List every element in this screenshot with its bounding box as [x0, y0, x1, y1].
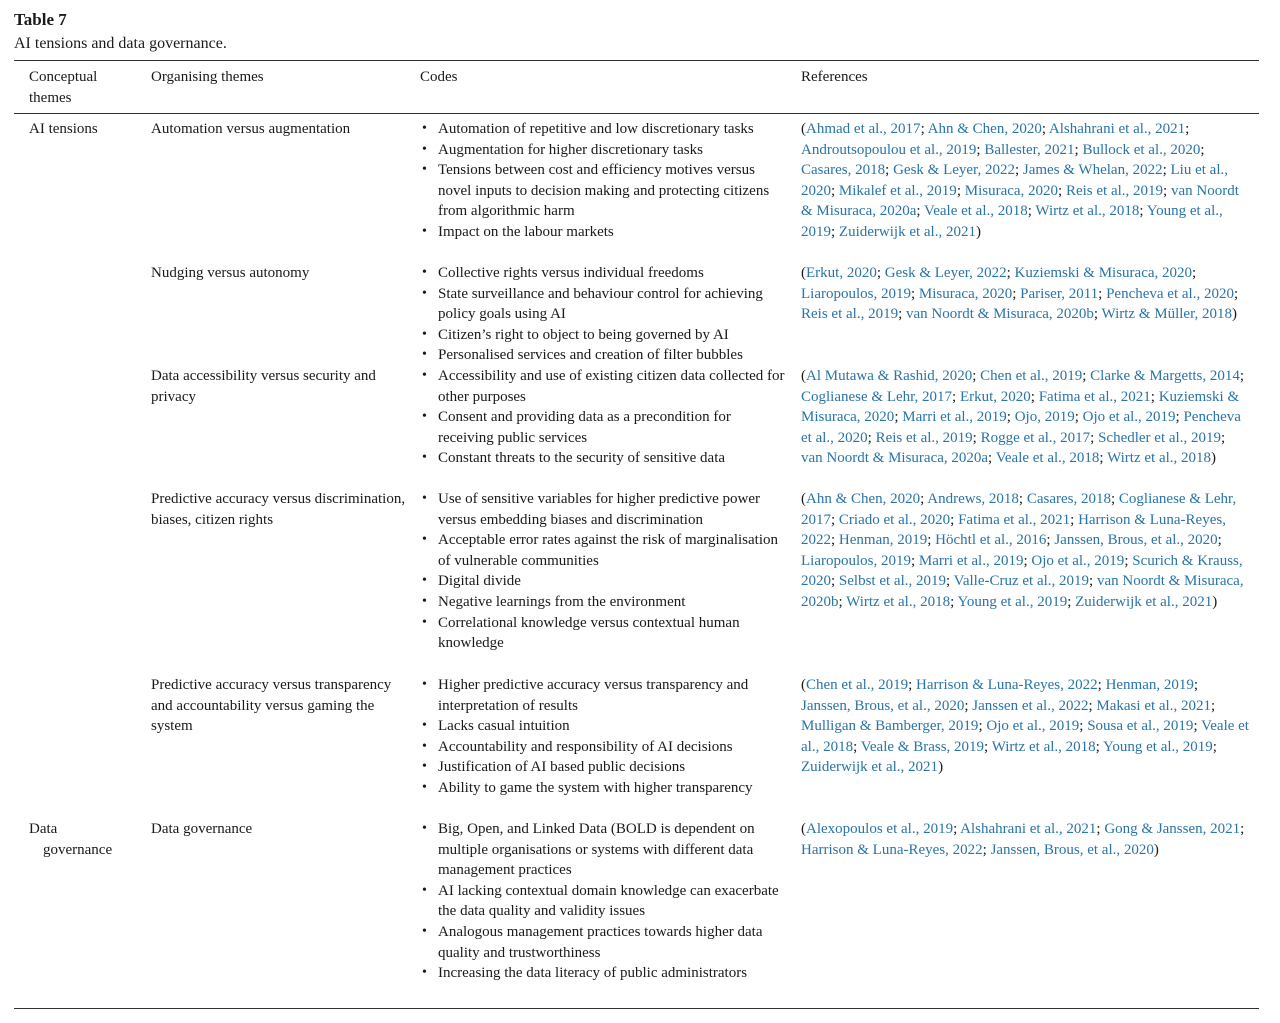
table-label: Table 7 [14, 10, 67, 29]
code-item: • Higher predictive accuracy versus transparency and interpretation of results [420, 675, 790, 716]
code-item: • Justification of AI based public decisions [420, 757, 790, 778]
header-conceptual-themes [29, 67, 97, 108]
code-item: • Analogous management practices towards higher data quality and trustworthiness [420, 922, 790, 963]
reference-link[interactable]: Höchtl et al., 2016 [935, 532, 1047, 549]
reference-link[interactable]: Androutsopoulou et al., 2019 [801, 141, 977, 158]
reference-link[interactable]: Wirtz et al., 2018 [1107, 450, 1212, 467]
code-item: • Ability to game the system with higher transparency [420, 778, 790, 799]
reference-link[interactable]: Ahn & Chen, 2020 [927, 121, 1042, 137]
reference-link[interactable]: Janssen, Brous, et al., 2020 [1054, 532, 1218, 549]
reference-link[interactable]: Fatima et al., 2021 [958, 511, 1071, 528]
code-item: • Personalised services and creation of filter bubbles [420, 345, 790, 366]
reference-link[interactable]: Young et al., 2019 [957, 593, 1068, 610]
reference-link[interactable]: Makasi et al., 2021 [1096, 697, 1211, 714]
codes-list [420, 675, 790, 799]
reference-link[interactable]: Ojo et al., 2019 [1082, 409, 1176, 426]
reference-link[interactable]: Misuraca, 2020 [918, 285, 1013, 302]
reference-link[interactable]: Henman, 2019 [1105, 677, 1194, 693]
reference-link[interactable]: Valle-Cruz et al., 2019 [953, 573, 1090, 590]
reference-link[interactable]: Reis et al., 2019 [1065, 182, 1164, 199]
reference-link[interactable]: Young et al., 2019 [1103, 738, 1213, 755]
reference-link[interactable]: Casares, 2018 [1026, 491, 1111, 507]
code-item: • Accountability and responsibility of AI decisions [420, 737, 790, 758]
reference-link[interactable]: Alexopoulos et al., 2019 [806, 821, 954, 837]
reference-link[interactable]: Schedler et al., 2019 [1098, 429, 1221, 446]
code-item: • Lacks casual intuition [420, 716, 790, 737]
reference-link[interactable]: Zuiderwijk et al., 2021 [1075, 593, 1213, 610]
reference-link[interactable]: Andrews, 2018 [927, 491, 1019, 507]
reference-link[interactable]: Veale et al., 2018 [924, 203, 1028, 220]
reference-link[interactable]: Gesk & Leyer, 2022 [893, 162, 1015, 179]
code-item: • State surveillance and behaviour control for achieving policy goals using AI [420, 284, 790, 325]
reference-link[interactable]: Mikalef et al., 2019 [838, 182, 957, 199]
reference-link[interactable]: Kuziemski & Misuraca, 2020 [801, 388, 1240, 426]
reference-link[interactable]: Clarke & Margetts, 2014 [1090, 368, 1240, 384]
reference-link[interactable]: Pariser, 2011 [1020, 285, 1099, 302]
reference-link[interactable]: Wirtz et al., 2018 [846, 593, 951, 610]
code-item: • Collective rights versus individual freedoms [420, 263, 790, 284]
organising-theme-cell: Data accessibility versus security and privacy [151, 368, 376, 405]
reference-link[interactable]: Alshahrani et al., 2021 [960, 821, 1097, 837]
reference-link[interactable]: Veale & Brass, 2019 [860, 738, 985, 755]
organising-theme-cell: Automation versus augmentation [151, 121, 351, 137]
codes-list [420, 263, 790, 366]
reference-link[interactable]: Liaropoulos, 2019 [801, 285, 911, 302]
reference-link[interactable]: Janssen, Brous, et al., 2020 [801, 697, 965, 714]
code-item: • Increasing the data literacy of public administrators [420, 963, 790, 984]
header-codes: Codes [420, 69, 458, 85]
table-caption: AI tensions and data governance. [14, 35, 227, 52]
reference-link[interactable]: Fatima et al., 2021 [1038, 388, 1151, 405]
code-item: • Consent and providing data as a precondition for receiving public services [420, 407, 790, 448]
reference-link[interactable]: Misuraca, 2020 [964, 182, 1059, 199]
references-cell: (Chen et al., 2019; Harrison & Luna-Reyes, 2022; Henman, 2019; Janssen, Brous, et al., 2020; Janssen et al., 2022; Makasi et al., 2021; Mulligan & Bamberger, 2019; Ojo et al., 2019; Sousa et al., 2019; Veale et al., 2018; Veale & Brass, 2019; Wirtz et al., 2018; Young et al., 2019; Zuiderwijk et al., 2021) [801, 677, 1249, 776]
code-item: • Citizen’s right to object to being governed by AI [420, 325, 790, 346]
reference-link[interactable]: Kuziemski & Misuraca, 2020 [1014, 265, 1193, 281]
bottom-rule [14, 1008, 1259, 1009]
top-rule [14, 60, 1259, 61]
reference-link[interactable]: Young et al., 2019 [801, 203, 1223, 240]
reference-link[interactable]: Marri et al., 2019 [918, 552, 1024, 569]
reference-link[interactable]: Liaropoulos, 2019 [801, 552, 911, 569]
reference-link[interactable]: Janssen, Brous, et al., 2020 [990, 841, 1154, 858]
reference-link[interactable]: Criado et al., 2020 [838, 511, 951, 528]
reference-link[interactable]: Selbst et al., 2019 [838, 573, 946, 590]
header-rule [14, 113, 1259, 114]
header-references: References [801, 69, 868, 85]
reference-link[interactable]: Erkut, 2020 [806, 265, 877, 281]
reference-link[interactable]: Henman, 2019 [838, 532, 928, 549]
reference-link[interactable]: Ahn & Chen, 2020 [806, 491, 921, 507]
reference-link[interactable]: Reis et al., 2019 [801, 306, 899, 323]
reference-link[interactable]: Veale et al., 2018 [995, 450, 1100, 467]
reference-link[interactable]: Reis et al., 2019 [875, 429, 973, 446]
organising-theme-cell: Nudging versus autonomy [151, 265, 310, 281]
references-cell: (Erkut, 2020; Gesk & Leyer, 2022; Kuziemski & Misuraca, 2020; Liaropoulos, 2019; Misuraca, 2020; Pariser, 2011; Pencheva et al., 2020; Reis et al., 2019; van Noordt & Misuraca, 2020b; Wirtz & Müller, 2018) [801, 265, 1239, 323]
reference-link[interactable]: Scurich & Krauss, 2020 [801, 552, 1243, 590]
reference-link[interactable]: Marri et al., 2019 [902, 409, 1007, 426]
reference-link[interactable]: Liu et al., 2020 [801, 162, 1228, 199]
conceptual-theme-cell: Data governance [29, 821, 113, 858]
reference-link[interactable]: van Noordt & Misuraca, 2020a [801, 450, 989, 467]
reference-link[interactable]: Harrison & Luna-Reyes, 2022 [801, 841, 983, 858]
reference-link[interactable]: van Noordt & Misuraca, 2020b [801, 573, 1244, 610]
code-item: • Impact on the labour markets [420, 222, 790, 243]
code-item: • Negative learnings from the environment [420, 592, 790, 613]
reference-link[interactable]: Rogge et al., 2017 [980, 429, 1091, 446]
codes-list [420, 819, 790, 984]
header-organising-themes: Organising themes [151, 69, 264, 85]
reference-link[interactable]: Ballester, 2021 [984, 141, 1075, 158]
code-item: • Tensions between cost and efficiency motives versus novel inputs to decision making and protecting citizens from algorithmic harm [420, 160, 790, 222]
reference-link[interactable]: Harrison & Luna-Reyes, 2022 [916, 677, 1098, 693]
code-item: • AI lacking contextual domain knowledge can exacerbate the data quality and validity issues [420, 881, 790, 922]
references-cell: (Ahmad et al., 2017; Ahn & Chen, 2020; Alshahrani et al., 2021; Androutsopoulou et al., 2019; Ballester, 2021; Bullock et al., 2020; Casares, 2018; Gesk & Leyer, 2022; James & Whelan, 2022; Liu et al., 2020; Mikalef et al., 2019; Misuraca, 2020; Reis et al., 2019; van Noordt & Misuraca, 2020a; Veale et al., 2018; Wirtz et al., 2018; Young et al., 2019; Zuiderwijk et al., 2021) [801, 121, 1239, 240]
reference-link[interactable]: Wirtz et al., 2018 [991, 738, 1096, 755]
code-item: • Accessibility and use of existing citizen data collected for other purposes [420, 366, 790, 407]
organising-theme-cell: Predictive accuracy versus transparency and accountability versus gaming the system [151, 677, 392, 735]
references-cell: (Alexopoulos et al., 2019; Alshahrani et al., 2021; Gong & Janssen, 2021; Harrison & Luna-Reyes, 2022; Janssen, Brous, et al., 2020) [801, 821, 1245, 858]
reference-link[interactable]: Erkut, 2020 [959, 388, 1031, 405]
reference-link[interactable]: James & Whelan, 2022 [1022, 162, 1163, 179]
reference-link[interactable]: Gong & Janssen, 2021 [1104, 821, 1241, 837]
reference-link[interactable]: Harrison & Luna-Reyes, 2022 [801, 511, 1226, 549]
reference-link[interactable]: Wirtz & Müller, 2018 [1101, 306, 1232, 323]
reference-link[interactable]: Sousa et al., 2019 [1087, 718, 1194, 735]
header-conceptual-line1: Conceptual [29, 69, 98, 85]
reference-link[interactable]: Alshahrani et al., 2021 [1048, 121, 1186, 137]
reference-link[interactable]: Ojo et al., 2019 [1031, 552, 1125, 569]
codes-list [420, 119, 790, 243]
organising-theme-cell: Data governance [151, 821, 253, 837]
reference-link[interactable]: Chen et al., 2019 [980, 368, 1083, 384]
reference-link[interactable]: van Noordt & Misuraca, 2020a [801, 182, 1239, 220]
reference-link[interactable]: Janssen et al., 2022 [972, 697, 1089, 714]
organising-theme-cell: Predictive accuracy versus discrimination, biases, citizen rights [151, 491, 406, 528]
reference-link[interactable]: Gesk & Leyer, 2022 [884, 265, 1007, 281]
reference-link[interactable]: Casares, 2018 [801, 162, 886, 179]
reference-link[interactable]: Zuiderwijk et al., 2021 [838, 223, 976, 240]
reference-link[interactable]: Wirtz et al., 2018 [1035, 203, 1140, 220]
reference-link[interactable]: Ojo et al., 2019 [986, 718, 1080, 735]
codes-list [420, 366, 790, 469]
reference-link[interactable]: Coglianese & Lehr, 2017 [801, 491, 1237, 528]
code-item: • Digital divide [420, 571, 790, 592]
reference-link[interactable]: Zuiderwijk et al., 2021 [801, 759, 939, 776]
reference-link[interactable]: Ahmad et al., 2017 [806, 121, 921, 137]
references-cell: (Ahn & Chen, 2020; Andrews, 2018; Casares, 2018; Coglianese & Lehr, 2017; Criado et al., 2020; Fatima et al., 2021; Harrison & Luna-Reyes, 2022; Henman, 2019; Höchtl et al., 2016; Janssen, Brous, et al., 2020; Liaropoulos, 2019; Marri et al., 2019; Ojo et al., 2019; Scurich & Krauss, 2020; Selbst et al., 2019; Valle-Cruz et al., 2019; van Noordt & Misuraca, 2020b; Wirtz et al., 2018; Young et al., 2019; Zuiderwijk et al., 2021) [801, 491, 1244, 610]
code-item: • Big, Open, and Linked Data (BOLD is dependent on multiple organisations or systems with different data management practices [420, 819, 790, 881]
conceptual-theme-cell: AI tensions [29, 121, 98, 137]
references-cell: (Al Mutawa & Rashid, 2020; Chen et al., 2019; Clarke & Margetts, 2014; Coglianese & Lehr, 2017; Erkut, 2020; Fatima et al., 2021; Kuziemski & Misuraca, 2020; Marri et al., 2019; Ojo, 2019; Ojo et al., 2019; Pencheva et al., 2020; Reis et al., 2019; Rogge et al., 2017; Schedler et al., 2019; van Noordt & Misuraca, 2020a; Veale et al., 2018; Wirtz et al., 2018) [801, 368, 1245, 467]
reference-link[interactable]: Bullock et al., 2020 [1082, 141, 1201, 158]
codes-list [420, 489, 790, 654]
code-item: • Constant threats to the security of sensitive data [420, 448, 790, 469]
reference-link[interactable]: Mulligan & Bamberger, 2019 [801, 718, 979, 735]
code-item: • Augmentation for higher discretionary tasks [420, 140, 790, 161]
reference-link[interactable]: Pencheva et al., 2020 [801, 409, 1241, 446]
reference-link[interactable]: Pencheva et al., 2020 [1106, 285, 1234, 302]
reference-link[interactable]: Veale et al., 2018 [801, 718, 1249, 755]
code-item: • Acceptable error rates against the risk of marginalisation of vulnerable communities [420, 530, 790, 571]
reference-link[interactable]: Chen et al., 2019 [806, 677, 909, 693]
reference-link[interactable]: Coglianese & Lehr, 2017 [801, 388, 953, 405]
reference-link[interactable]: van Noordt & Misuraca, 2020b [906, 306, 1094, 323]
code-item: • Use of sensitive variables for higher predictive power versus embedding biases and discrimination [420, 489, 790, 530]
code-item: • Correlational knowledge versus contextual human knowledge [420, 613, 790, 654]
header-conceptual-line2: themes [29, 89, 72, 106]
code-item: • Automation of repetitive and low discretionary tasks [420, 119, 790, 140]
reference-link[interactable]: Ojo, 2019 [1014, 409, 1075, 426]
reference-link[interactable]: Al Mutawa & Rashid, 2020 [806, 368, 973, 384]
